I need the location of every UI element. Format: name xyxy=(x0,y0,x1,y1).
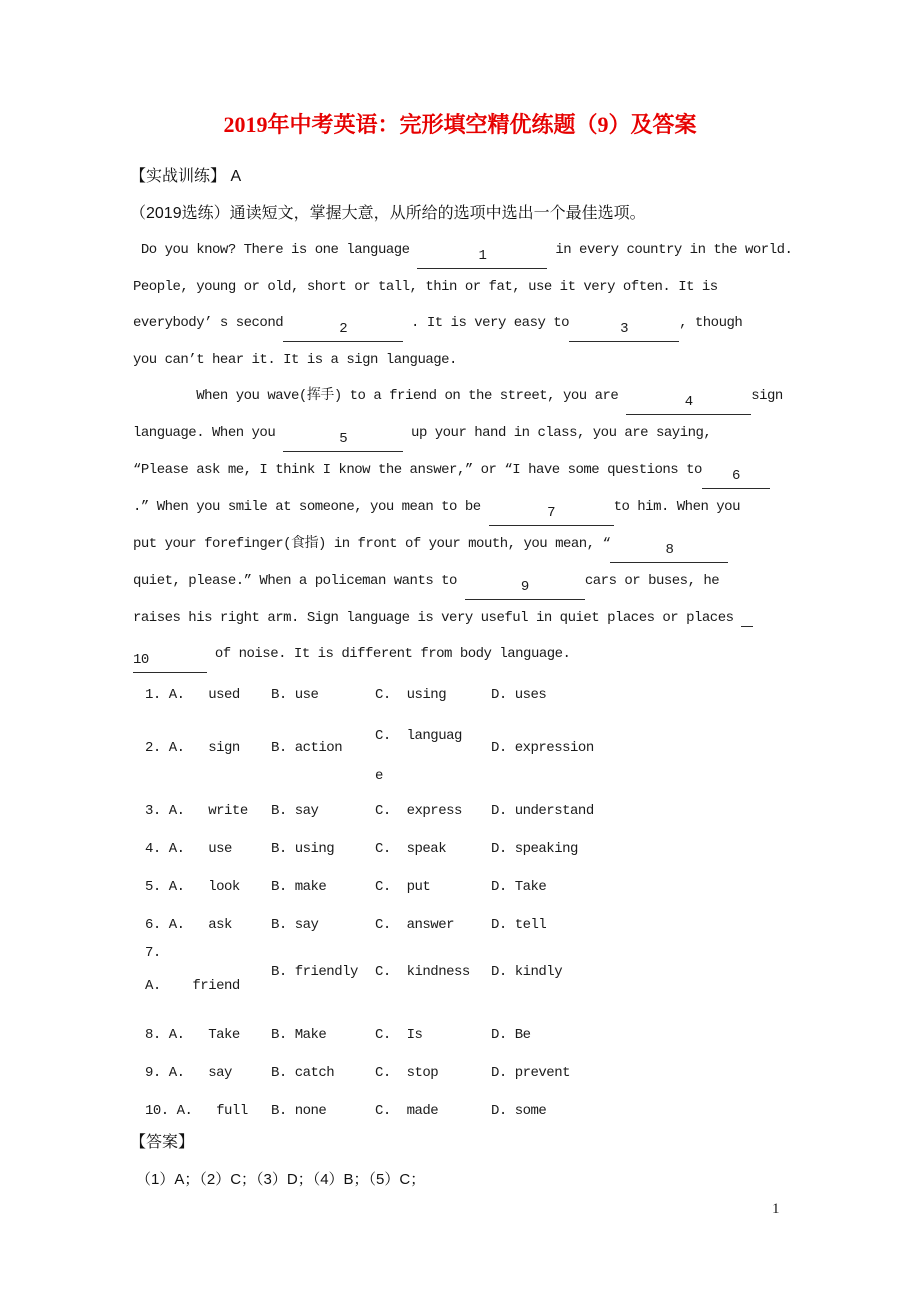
option-row-3 xyxy=(145,792,855,830)
passage-line xyxy=(133,378,863,415)
option-c: C. speak xyxy=(375,841,447,857)
passage-text: . It is very easy to xyxy=(403,315,570,331)
option-b: B. say xyxy=(271,803,319,819)
cloze-blank-8: 8 xyxy=(610,538,728,563)
passage-text: raises his right arm. Sign language is very useful in quiet places or places xyxy=(133,610,742,626)
cloze-blank-4: 4 xyxy=(626,390,751,415)
option-b: B. use xyxy=(271,687,319,703)
option-row-1 xyxy=(145,676,855,714)
option-a: 6. A. ask xyxy=(145,917,232,933)
option-a: 2. A. sign xyxy=(145,740,240,756)
option-a: 9. A. say xyxy=(145,1065,232,1081)
option-c: C. language xyxy=(375,728,462,784)
cloze-blank-10: 10 xyxy=(133,648,207,673)
option-c: C. answer xyxy=(375,917,455,933)
cloze-blank-5: 5 xyxy=(283,427,403,452)
option-a: 1. A. used xyxy=(145,687,240,703)
option-b: B. friendly xyxy=(271,964,358,980)
option-row-8 xyxy=(145,1016,855,1054)
passage-text: language. When you xyxy=(133,425,284,441)
option-a: A. friend xyxy=(145,978,240,994)
option-d: D. Be xyxy=(491,1027,531,1043)
option-a: 8. A. Take xyxy=(145,1027,240,1043)
instruction-text: （2019选练）通读短文，掌握大意，从所给的选项中选出一个最佳选项。 xyxy=(130,205,646,222)
option-d: D. expression xyxy=(491,740,594,756)
passage-text: up your hand in class, you are saying, xyxy=(403,425,712,441)
option-row-10 xyxy=(145,1092,855,1130)
passage-text: .” When you smile at someone, you mean to be xyxy=(133,499,489,515)
passage-line xyxy=(133,489,863,526)
passage-text: you can’t hear it. It is a sign language. xyxy=(133,352,457,368)
cloze-blank-6: 6 xyxy=(702,464,770,489)
option-c: C. made xyxy=(375,1103,439,1119)
page-title: 2019年中考英语：完形填空精优练题（9）及答案 xyxy=(223,112,697,137)
passage-text: in every country in the world. xyxy=(547,242,793,258)
passage-line xyxy=(133,415,863,452)
option-d: D. prevent xyxy=(491,1065,571,1081)
passage-line xyxy=(133,305,863,342)
option-a: 10. A. full xyxy=(145,1103,248,1119)
passage-line xyxy=(133,526,863,563)
option-row-9 xyxy=(145,1054,855,1092)
page-number: 1 xyxy=(772,1201,780,1217)
passage-line xyxy=(133,563,863,600)
passage-line xyxy=(133,269,863,305)
option-d: D. speaking xyxy=(491,841,578,857)
option-c: C. using xyxy=(375,687,447,703)
option-d: D. some xyxy=(491,1103,547,1119)
passage xyxy=(133,232,863,673)
cloze-blank xyxy=(741,602,753,627)
passage-text: put your forefinger(食指) in front of your mouth, you mean, “ xyxy=(133,536,611,552)
option-row-7 xyxy=(145,944,855,1016)
option-number: 7. xyxy=(145,945,161,961)
option-d: D. Take xyxy=(491,879,547,895)
option-row-6 xyxy=(145,906,855,944)
option-c: C. kindness xyxy=(375,964,470,980)
passage-text: , though xyxy=(679,315,743,331)
passage-text: everybody’ s second xyxy=(133,315,284,331)
passage-text: When you wave(挥手) to a friend on the street, you are xyxy=(133,388,627,404)
option-c: C. put xyxy=(375,879,431,895)
option-c: C. express xyxy=(375,803,462,819)
option-d: D. tell xyxy=(491,917,547,933)
passage-text: sign xyxy=(751,388,783,404)
option-b: B. none xyxy=(271,1103,327,1119)
option-a: 5. A. look xyxy=(145,879,240,895)
option-a: 4. A. use xyxy=(145,841,232,857)
option-b: B. Make xyxy=(271,1027,327,1043)
cloze-blank-1: 1 xyxy=(417,244,547,269)
option-row-4 xyxy=(145,830,855,868)
options-list xyxy=(145,676,855,1130)
cloze-blank-7: 7 xyxy=(489,501,614,526)
passage-line xyxy=(133,342,863,378)
passage-text: cars or buses, he xyxy=(584,573,720,589)
option-c: C. stop xyxy=(375,1065,439,1081)
passage-text: Do you know? There is one language xyxy=(133,242,418,258)
cloze-blank-2: 2 xyxy=(283,317,403,342)
option-b: B. say xyxy=(271,917,319,933)
passage-text: quiet, please.” When a policeman wants to xyxy=(133,573,465,589)
passage-line xyxy=(133,232,863,269)
option-b: B. action xyxy=(271,740,343,756)
passage-line xyxy=(133,600,863,636)
passage-text: People, young or old, short or tall, thin or fat, use it very often. It is xyxy=(133,279,718,295)
option-b: B. make xyxy=(271,879,327,895)
passage-text: of noise. It is different from body language. xyxy=(207,646,571,662)
cloze-blank-9: 9 xyxy=(465,575,585,600)
cloze-blank-3: 3 xyxy=(569,317,679,342)
option-row-5 xyxy=(145,868,855,906)
option-row-2 xyxy=(145,714,855,792)
option-b: B. catch xyxy=(271,1065,335,1081)
option-a: 3. A. write xyxy=(145,803,248,819)
option-d: D. kindly xyxy=(491,964,563,980)
passage-text: to him. When you xyxy=(613,499,740,515)
option-d: D. uses xyxy=(491,687,547,703)
passage-line xyxy=(133,636,863,673)
option-number-and-a xyxy=(145,944,271,994)
option-d: D. understand xyxy=(491,803,594,819)
option-c: C. Is xyxy=(375,1027,423,1043)
passage-line xyxy=(133,452,863,489)
section-heading: 【实战训练】 A xyxy=(130,168,242,185)
answers-heading: 【答案】 xyxy=(130,1134,195,1151)
option-b: B. using xyxy=(271,841,335,857)
passage-text: “Please ask me, I think I know the answer,” or “I have some questions to xyxy=(133,462,702,478)
answers-line: （1）A；（2）C；（3）D；（4）B；（5）C； xyxy=(136,1171,426,1188)
